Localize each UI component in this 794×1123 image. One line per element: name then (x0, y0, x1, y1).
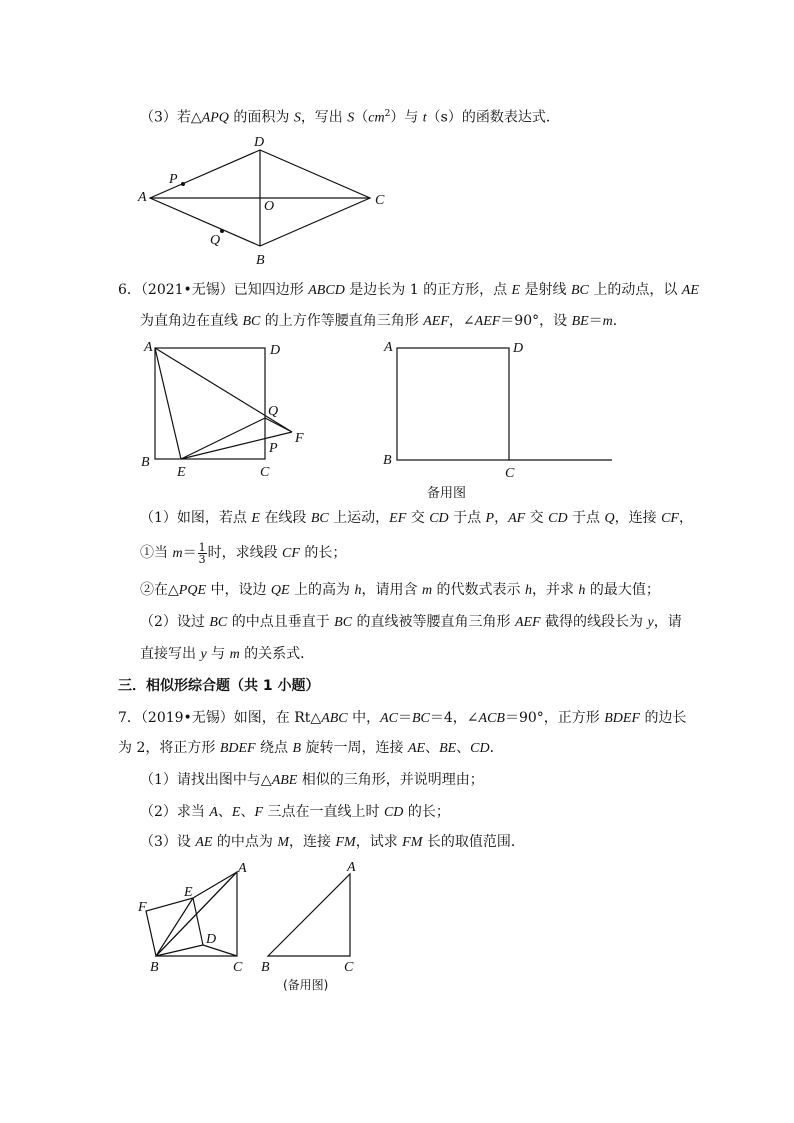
fig2-label-b: B (383, 453, 392, 468)
label-b: B (256, 253, 265, 268)
q7-fig1-label-e: E (184, 885, 193, 900)
q7-fig1-label-d: D (206, 932, 217, 947)
q7-fig1-label-f: F (138, 900, 147, 915)
q6-figure-2 (397, 348, 612, 460)
q6-intro-line2: 为直角边在直线 BC 的上方作等腰直角三角形 AEF，∠AEF＝90°，设 BE＝m． (140, 313, 627, 329)
q7-fig1-label-b: B (150, 960, 159, 975)
fig1-label-f: F (295, 431, 304, 446)
fig2-label-c: C (505, 466, 515, 481)
fig1-label-b: B (141, 455, 150, 470)
label-p: P (169, 172, 178, 187)
point-p-dot (181, 182, 185, 186)
square-abcd-spare (397, 348, 509, 460)
segment-ab (156, 872, 237, 956)
fraction-one-third: $\frac{1}{3}$ (198, 540, 206, 566)
q7-part3: （3）设 AE 的中点为 M，连接 FM，试求 FM 长的取值范围． (140, 834, 525, 850)
segment-eq (181, 418, 265, 459)
fig1-label-e: E (177, 465, 186, 480)
q7-fig1-label-c: C (233, 960, 243, 975)
q6-part2-line1: （2）设过 BC 的中点且垂直于 BC 的直线被等腰直角三角形 AEF 截得的线段长为 y，请 (140, 614, 682, 630)
fig1-label-d: D (270, 343, 281, 358)
label-o: O (264, 199, 275, 214)
q7-intro-line1: 7．（2019•无锡）如图，在 Rt△ABC 中，AC＝BC＝4，∠ACB＝90°，正方形 BDEF 的边长 (118, 710, 687, 726)
fig1-label-c: C (260, 465, 270, 480)
q6-part2-line2: 直接写出 y 与 m 的关系式． (140, 646, 315, 662)
q7-spare-figure-caption: (备用图) (283, 978, 329, 992)
q7-figure-2 (268, 874, 350, 956)
section-heading: 三．相似形综合题（共 1 小题） (118, 678, 320, 694)
q6-spare-figure-caption: 备用图 (427, 486, 467, 501)
rhombus-figure (150, 150, 370, 246)
label-c: C (375, 193, 385, 208)
q7-fig1-label-a: A (238, 861, 247, 876)
q7-fig2-label-b: B (261, 960, 270, 975)
segment-af (155, 348, 292, 432)
q7-fig2-label-a: A (347, 860, 356, 875)
fig1-label-a: A (144, 340, 153, 355)
q7-part1: （1）请找出图中与△ABE 相似的三角形，并说明理由； (140, 772, 484, 788)
q7-intro-line2: 为 2，将正方形 BDEF 绕点 B 旋转一周，连接 AE、BE、CD． (118, 740, 504, 756)
label-q: Q (210, 233, 221, 248)
segment-qf (265, 418, 292, 432)
fig1-label-q: Q (268, 404, 279, 419)
q7-part2: （2）求当 A、E、F 三点在一直线上时 CD 的长； (140, 804, 450, 820)
q6-intro-line1: 6．（2021•无锡）已知四边形 ABCD 是边长为 1 的正方形，点 E 是射线 BC 上的动点，以 AE (118, 282, 699, 298)
point-q-dot (220, 229, 224, 233)
q5-part3: （3）若△APQ 的面积为 S，写出 $S(cm^2)$与 t（s）的函数表达式． (140, 109, 560, 126)
q7-fig2-label-c: C (344, 960, 354, 975)
fig2-label-d: D (513, 341, 524, 356)
fig2-label-a: A (384, 340, 393, 355)
q6-part1-b: ②在△PQE 中，设边 QE 上的高为 h，请用含 m 的代数式表示 h，并求 h 的最大值； (140, 582, 660, 598)
label-d: D (254, 135, 265, 150)
q6-part1: （1）如图，若点 E 在线段 BC 上运动，EF 交 CD 于点 P，AF 交 CD 于点 Q，连接 CF， (140, 510, 693, 526)
fig1-label-p: P (269, 441, 278, 456)
label-a: A (138, 190, 147, 205)
q6-part1-a: ①当 m＝ $\frac{1}{3}$ 时，求线段 CF 的长； (140, 540, 347, 566)
segment-ae (155, 348, 181, 459)
triangle-abc-spare (268, 874, 350, 956)
